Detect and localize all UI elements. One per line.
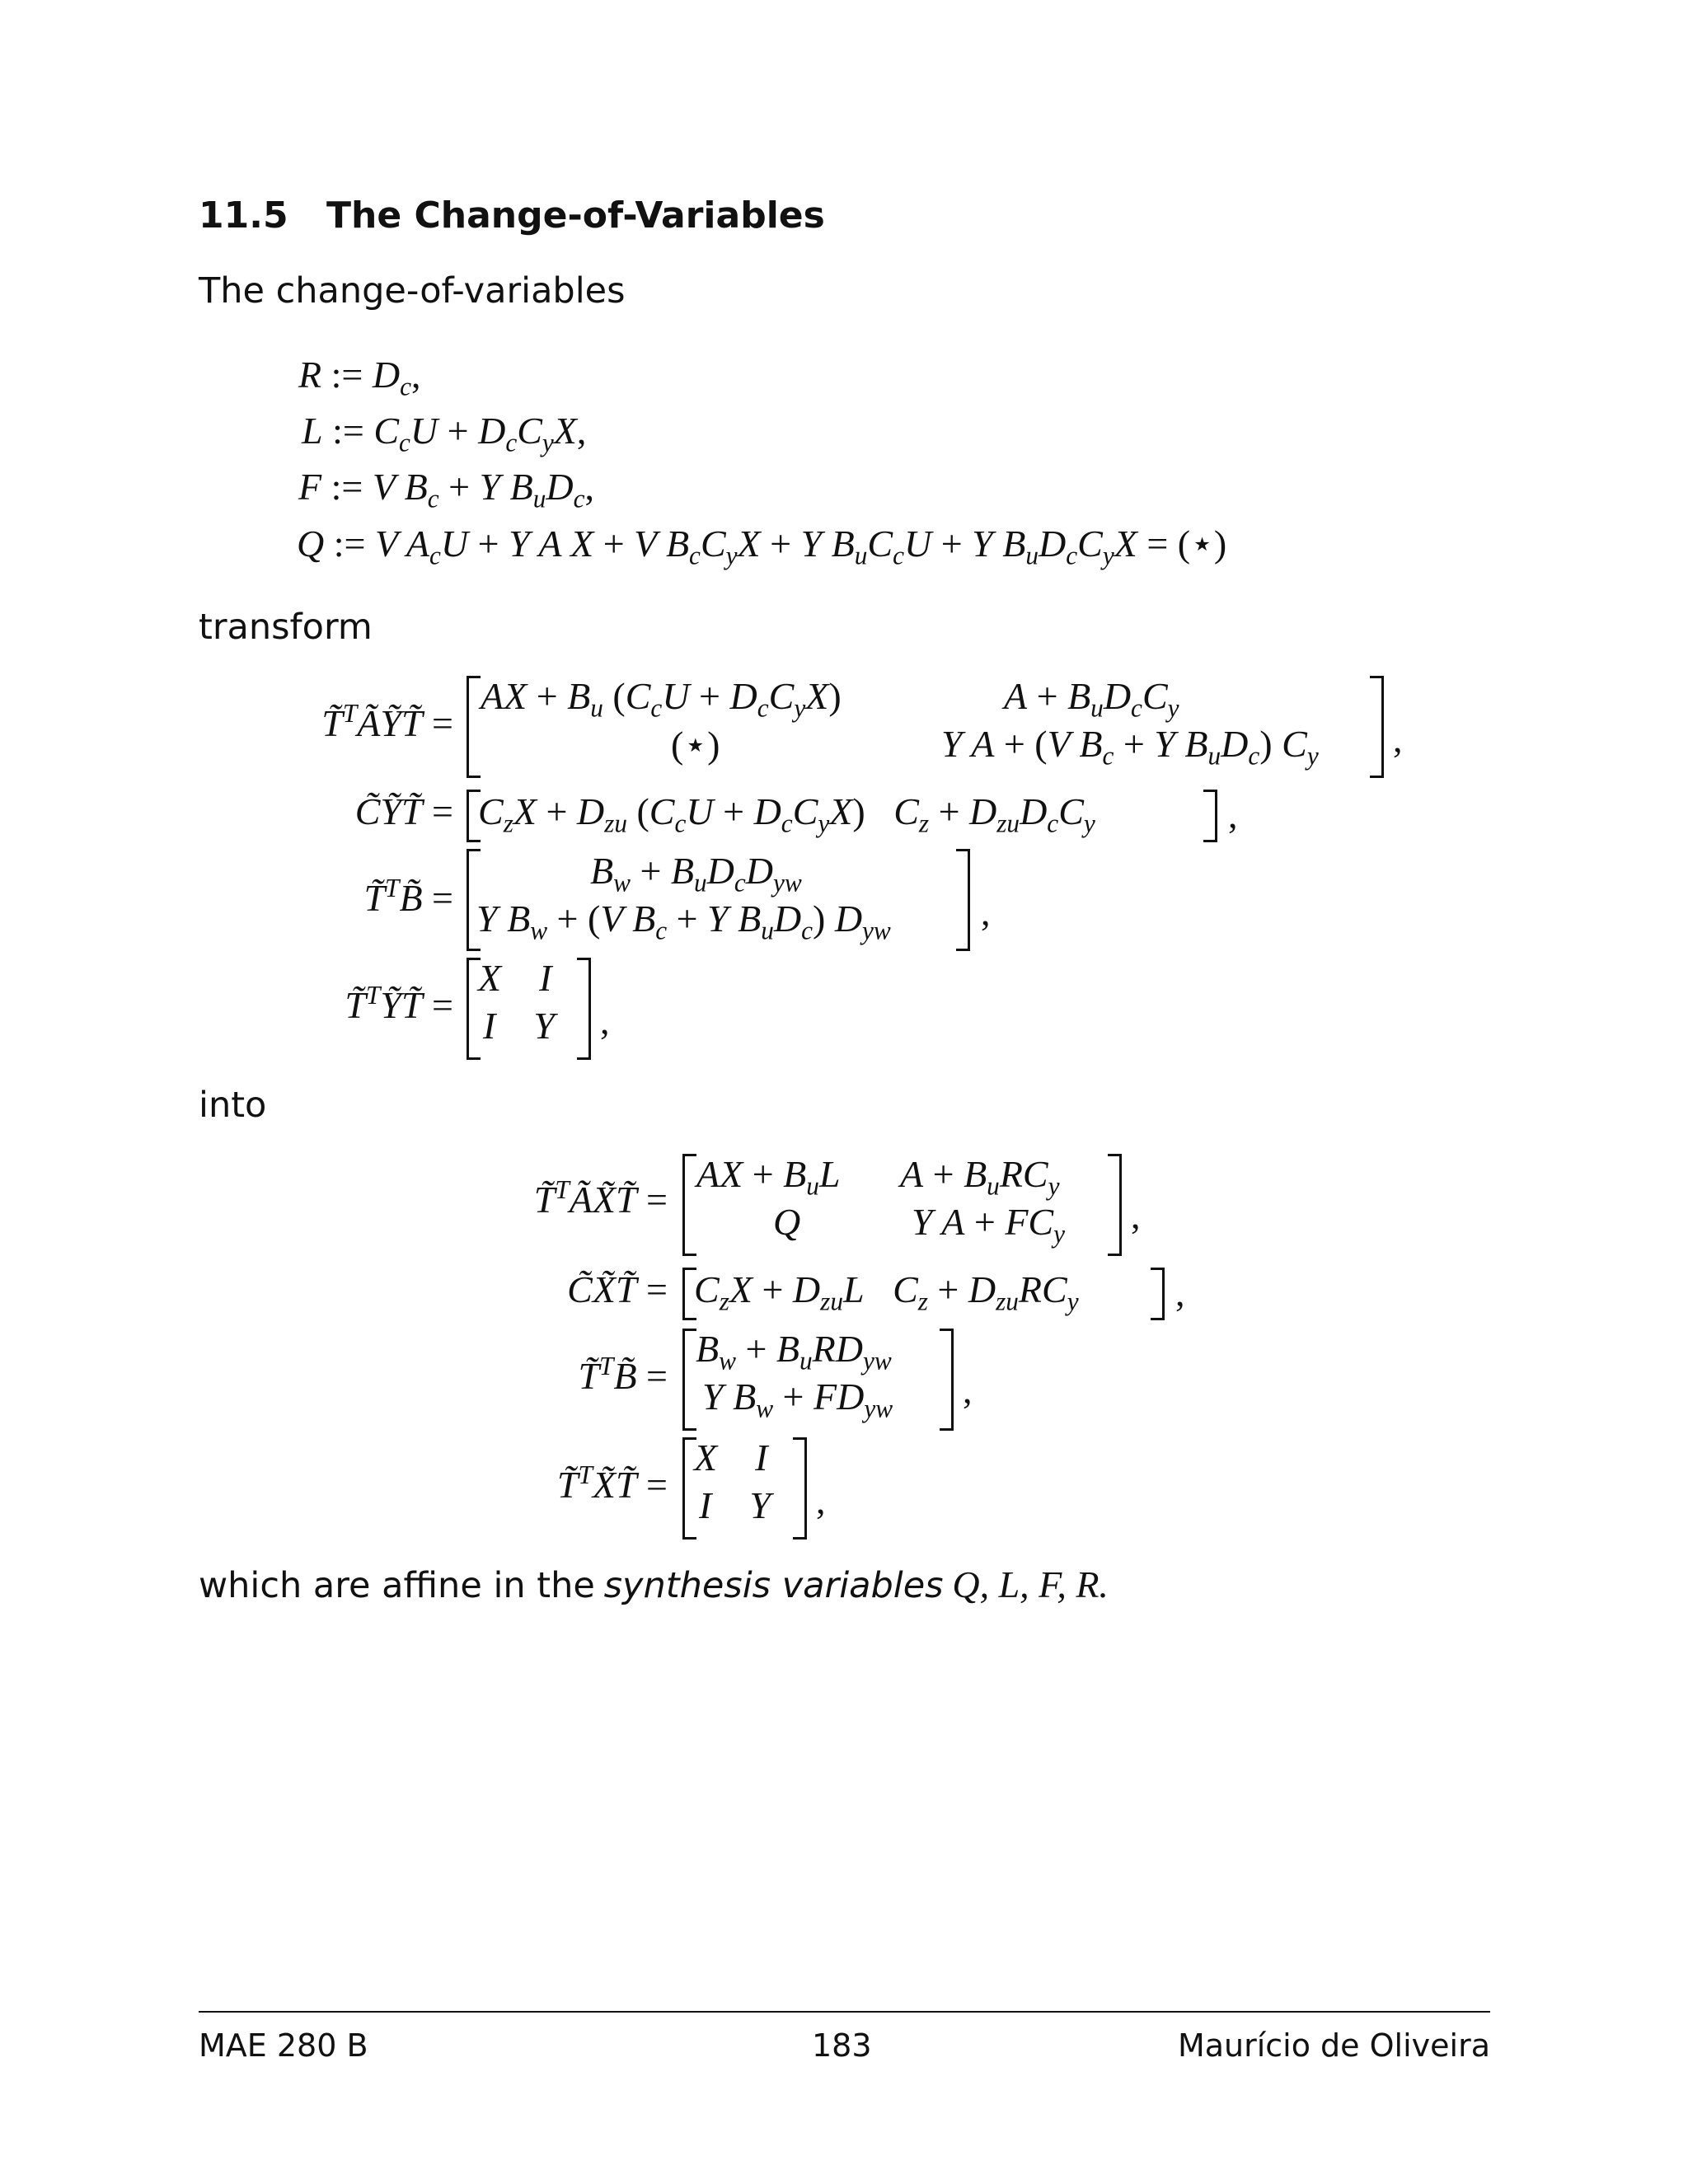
- section-heading: [199, 194, 825, 237]
- section-title: The Change-of-Variables: [326, 194, 825, 237]
- eq3-lhs: T̃$^T$B̃ =: [363, 874, 453, 920]
- res1-lhs: T̃$^T$ÃX̃T̃ =: [533, 1175, 668, 1221]
- eq1-lhs: T̃$^T$ÃỸT̃ =: [321, 699, 453, 745]
- eq1-left-bracket: [467, 676, 481, 778]
- def-R: R := $D_c$,: [298, 354, 421, 401]
- def-L: L := $C_cU + D_cC_yX$,: [302, 410, 587, 457]
- conclusion-variables: Q, L, F, R.: [952, 1563, 1109, 1605]
- eq1-right-bracket: [1370, 676, 1384, 778]
- intro-text: The change-of-variables: [199, 270, 626, 312]
- footer-page-number: 183: [812, 2027, 872, 2064]
- eq4-lhs: T̃$^T$ỸT̃ =: [345, 981, 453, 1027]
- footer-rule: [199, 2011, 1490, 2013]
- section-number: 11.5: [199, 194, 288, 237]
- eq2-lhs: C̃ỸT̃ =: [354, 790, 453, 832]
- footer-course: MAE 280 B: [199, 2027, 368, 2064]
- transform-text: transform: [199, 607, 373, 648]
- res3-lhs: T̃$^T$B̃ =: [578, 1352, 668, 1398]
- conclusion-emphasis: synthesis variables: [603, 1565, 944, 1606]
- def-Q: Q := V $A_cU + Y$ A X + V $B_cC_yX + Y$ $B_uC_cU + Y$ $B_uD_cC_yX$ = (⋆): [297, 523, 1227, 570]
- res4-lhs: T̃$^T$X̃T̃ =: [556, 1460, 668, 1507]
- footer-author: Maurício de Oliveira: [1177, 2027, 1490, 2064]
- into-text: into: [199, 1085, 267, 1126]
- res2-lhs: C̃X̃T̃ =: [567, 1268, 668, 1310]
- def-F: F := V $B_c + Y$ $B_uD_c$,: [298, 466, 595, 513]
- conclusion-text: which are affine in the synthesis variables Q, L, F, R.: [199, 1563, 1109, 1606]
